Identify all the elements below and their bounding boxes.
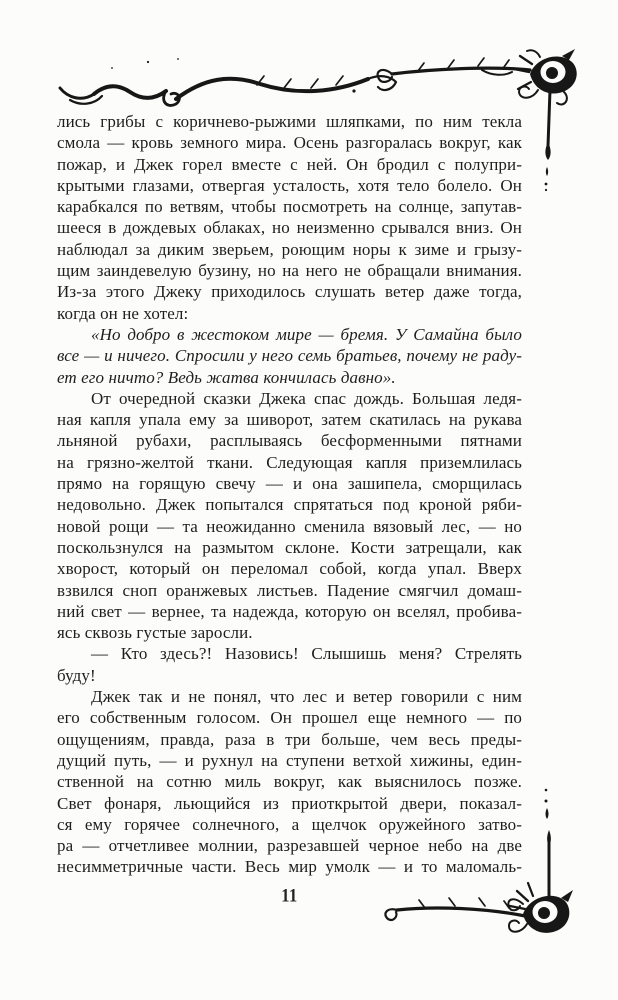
text-line: шееся в дождевых облаках, но неизменно срывался вниз. Он xyxy=(57,218,522,238)
page-text xyxy=(57,111,522,878)
text-line: наблюдал за диким зверьем, роющим норы к зиме и грызу- xyxy=(57,239,522,259)
text-line: лись грибы с коричнево-рыжими шляпками, по ним текла xyxy=(57,112,522,131)
text-line: недовольно. Джек попытался спрятаться под кроной ряби- xyxy=(57,495,522,515)
ink-drip-icon xyxy=(545,789,551,902)
text-line: смола — кровь земного мира. Осень разгоралась вокруг, как xyxy=(57,133,522,153)
text-line: Из-за этого Джеку приходилось слушать ветер даже тогда, xyxy=(57,282,522,302)
text-line: ет его ничто? Ведь жатва кончилась давно». xyxy=(57,367,396,387)
text-line: От очередной сказки Джека спас дождь. Большая ледя- xyxy=(91,388,522,408)
text-line: его собственным голосом. Он прошел еще немного — по xyxy=(57,708,522,728)
text-line: карабкался по ветвям, чтобы посмотреть на солнце, запутав- xyxy=(57,197,522,217)
paragraph-quote xyxy=(57,324,522,388)
text-line: все — и ничего. Спросили у него семь братьев, почему не раду- xyxy=(57,346,522,366)
paragraph xyxy=(57,388,522,644)
text-line: крытыми глазами, отвергая усталость, хотя тело болело. Он xyxy=(57,175,522,195)
paragraph xyxy=(57,111,522,324)
paragraph-dialogue xyxy=(57,643,522,686)
text-line: ная капля упала ему за шиворот, затем скатилась на рукава xyxy=(57,410,522,430)
text-line: ся ему горячее солнечного, а щелчок оружейного затво- xyxy=(57,814,522,834)
text-line: на грязно-желтой ткани. Следующая капля приземлилась xyxy=(57,452,522,472)
ink-drip-icon xyxy=(545,90,551,191)
text-line: Джек так и не понял, что лес и ветер говорили с ним xyxy=(91,687,522,707)
eye-icon xyxy=(514,49,577,104)
text-line: буду! xyxy=(57,665,96,685)
text-line: поскользнулся на размытом склоне. Кости затрещали, как xyxy=(57,537,522,557)
text-line: ясь сквозь густые заросли. xyxy=(57,623,253,643)
text-line: ний свет — вернее, та надежда, которую он вселял, пробива- xyxy=(57,601,522,621)
text-line: ственной на сотню миль вокруг, как выяснилось позже. xyxy=(57,772,522,792)
text-line: щим заиндевелую бузину, но на него не обращали внимания. xyxy=(57,261,522,281)
page-number: 11 xyxy=(281,884,298,906)
text-line: дущий путь, — и рухнул на ступени ветхой хижины, един- xyxy=(57,750,522,770)
text-line: несимметричные части. Весь мир умолк — и то маломаль- xyxy=(57,857,522,877)
text-line: — Кто здесь?! Назовись! Слышишь меня? Стрелять xyxy=(91,644,522,664)
text-line: хворост, который он переломал собой, когда упал. Вверх xyxy=(57,559,522,579)
text-line: взвился сноп оранжевых листьев. Падение смягчил домаш- xyxy=(57,580,522,600)
text-line: когда он не хотел: xyxy=(57,303,189,323)
text-line: ра — отчетливее молнии, разрезавшей черное небо на две xyxy=(57,836,522,856)
thorn-branch-icon xyxy=(385,898,525,920)
footer-flourish-ornament xyxy=(375,778,580,953)
calligraphic-flourish-icon xyxy=(60,58,396,105)
text-line: ощущениям, правда, раза в три больше, чем весь преды- xyxy=(57,729,522,749)
thorn-branch-icon xyxy=(378,58,530,82)
text-line: прямо на горящую свечу — и она зашипела, сморщилась xyxy=(57,474,522,494)
text-line: льняной рубахи, расплываясь бесформенными пятнами xyxy=(57,431,522,451)
text-line: Свет фонаря, льющийся из приоткрытой двери, показал- xyxy=(57,793,522,813)
eye-icon xyxy=(508,883,573,933)
text-line: пожар, и Джек горел вместе с ней. Он бродил с полупри- xyxy=(57,154,522,174)
text-line: новой рощи — та неожиданно сменила вязовый лес, — но xyxy=(57,516,522,536)
text-line: «Но добро в жестоком мире — бремя. У Самайна было xyxy=(91,324,522,344)
